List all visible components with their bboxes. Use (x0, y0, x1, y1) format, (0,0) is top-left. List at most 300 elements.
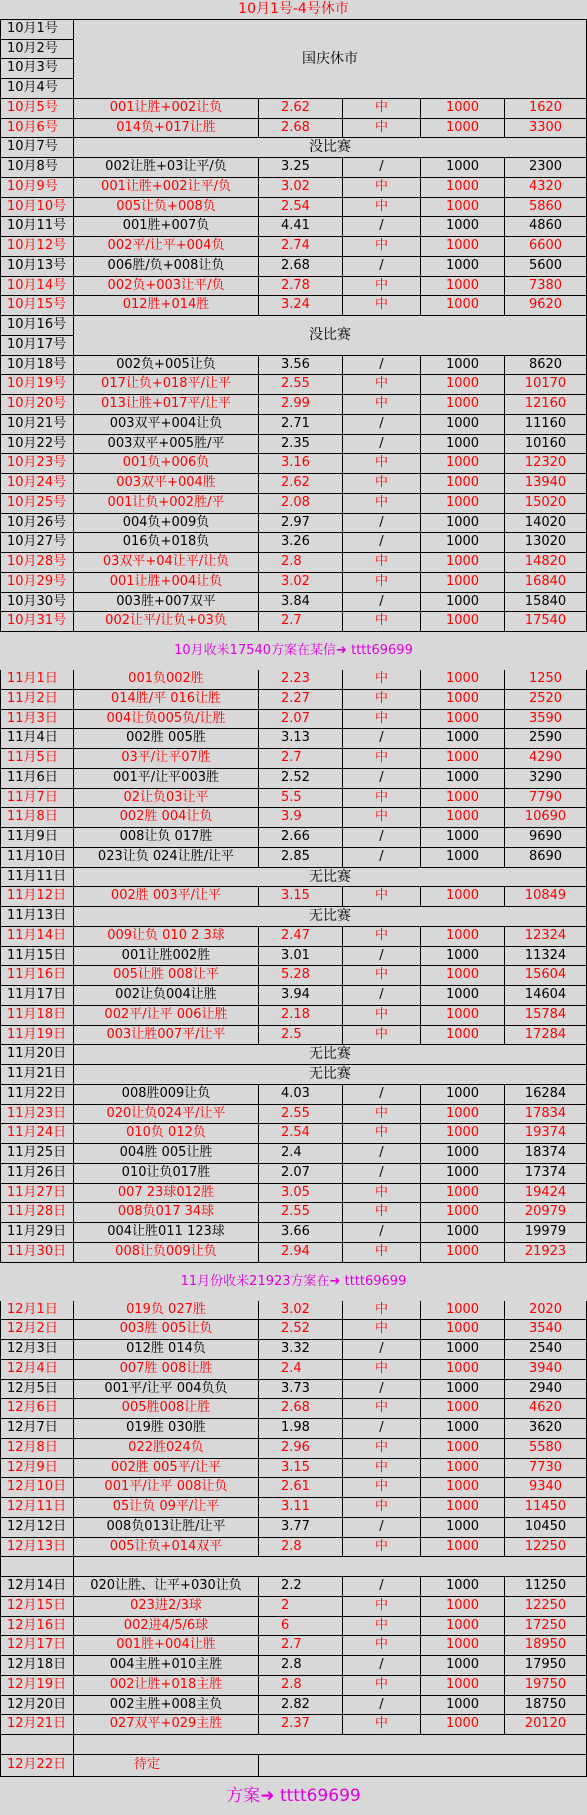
table-row (0, 1715, 587, 1735)
total-cell: 19750 (505, 1676, 587, 1696)
result-cell: / (343, 257, 421, 277)
odds-cell: 2.7 (259, 612, 343, 632)
result-cell: 中 (343, 1301, 421, 1321)
total-cell: 7730 (505, 1459, 587, 1479)
stake-cell: 1000 (421, 1696, 505, 1716)
no-match-cell: 无比赛 (74, 868, 587, 888)
date-cell: 10月1号 (0, 20, 74, 40)
result-cell: 中 (343, 966, 421, 986)
result-cell: 中 (343, 119, 421, 139)
result-cell: 中 (343, 1676, 421, 1696)
total-cell: 18950 (505, 1636, 587, 1656)
date-cell: 11月18日 (0, 1006, 74, 1026)
odds-cell: 2.4 (259, 1144, 343, 1164)
result-cell: / (343, 947, 421, 967)
odds-cell: 3.73 (259, 1380, 343, 1400)
stake-cell: 1000 (421, 1144, 505, 1164)
odds-cell: 3.15 (259, 887, 343, 907)
stake-cell: 1000 (421, 415, 505, 435)
result-cell: 中 (343, 1498, 421, 1518)
stake-cell: 1000 (421, 808, 505, 828)
total-cell: 2300 (505, 158, 587, 178)
total-cell: 3940 (505, 1360, 587, 1380)
pick-cell: 001让胜+004让负 (74, 573, 259, 593)
stake-cell: 1000 (421, 99, 505, 119)
pick-cell: 002让负004让胜 (74, 986, 259, 1006)
result-cell: 中 (343, 494, 421, 514)
odds-cell: 2.8 (259, 1676, 343, 1696)
total-cell: 2020 (505, 1301, 587, 1321)
result-cell: 中 (343, 1478, 421, 1498)
date-cell: 11月9日 (0, 828, 74, 848)
result-cell: 中 (343, 789, 421, 809)
result-cell: 中 (343, 1439, 421, 1459)
table-row (0, 1006, 587, 1026)
total-cell: 21923 (505, 1243, 587, 1263)
result-cell: 中 (343, 296, 421, 316)
date-cell: 11月19日 (0, 1026, 74, 1046)
total-cell: 3590 (505, 710, 587, 730)
result-cell: / (343, 533, 421, 553)
odds-cell: 2.8 (259, 1538, 343, 1558)
blank-cell (74, 1557, 587, 1577)
odds-cell: 3.56 (259, 356, 343, 376)
date-cell: 11月29日 (0, 1223, 74, 1243)
stake-cell: 1000 (421, 1439, 505, 1459)
odds-cell: 3.25 (259, 158, 343, 178)
table-row (0, 1164, 587, 1184)
result-cell: 中 (343, 395, 421, 415)
date-cell: 11月11日 (0, 868, 74, 888)
odds-cell: 3.02 (259, 573, 343, 593)
total-cell: 2540 (505, 1340, 587, 1360)
stake-cell: 1000 (421, 1301, 505, 1321)
date-cell: 10月18号 (0, 356, 74, 376)
date-cell: 11月22日 (0, 1085, 74, 1105)
holiday-merged-cell: 国庆休市 (74, 20, 587, 99)
date-cell: 11月21日 (0, 1065, 74, 1085)
odds-cell: 2.07 (259, 1164, 343, 1184)
pick-cell: 008负017 34球 (74, 1203, 259, 1223)
stake-cell: 1000 (421, 1105, 505, 1125)
table-row (0, 1105, 587, 1125)
table-row (0, 1597, 587, 1617)
total-cell: 2590 (505, 729, 587, 749)
odds-cell: 3.11 (259, 1498, 343, 1518)
date-cell: 12月4日 (0, 1360, 74, 1380)
odds-cell: 2.47 (259, 927, 343, 947)
pick-cell: 003双平+005胜/平 (74, 435, 259, 455)
date-cell: 10月27号 (0, 533, 74, 553)
total-cell: 11324 (505, 947, 587, 967)
table-row (0, 769, 587, 789)
no-match-row (0, 868, 587, 888)
date-cell: 10月4号 (0, 79, 74, 99)
pick-cell: 001负002胜 (74, 670, 259, 690)
pick-cell: 002主胜+008主负 (74, 1696, 259, 1716)
table-row (0, 1243, 587, 1263)
table-row (0, 848, 587, 868)
total-cell: 9690 (505, 828, 587, 848)
total-cell: 15784 (505, 1006, 587, 1026)
result-cell: 中 (343, 1026, 421, 1046)
pick-cell: 004胜 005让胜 (74, 1144, 259, 1164)
pick-cell: 002负+003让平/负 (74, 277, 259, 297)
total-cell: 1620 (505, 99, 587, 119)
blank-row (0, 1557, 587, 1577)
total-cell: 14820 (505, 553, 587, 573)
date-cell: 10月21号 (0, 415, 74, 435)
table-row (0, 1419, 587, 1439)
pick-cell: 020让负024平/让平 (74, 1105, 259, 1125)
total-cell: 3300 (505, 119, 587, 139)
table-row (0, 670, 587, 690)
stake-cell: 1000 (421, 1223, 505, 1243)
date-cell: 10月20号 (0, 395, 74, 415)
stake-cell: 1000 (421, 1243, 505, 1263)
total-cell: 19424 (505, 1184, 587, 1204)
result-cell: 中 (343, 749, 421, 769)
date-cell: 10月15号 (0, 296, 74, 316)
date-cell: 10月19号 (0, 375, 74, 395)
total-cell: 4320 (505, 178, 587, 198)
pick-cell: 05让负 09平/让平 (74, 1498, 259, 1518)
total-cell: 13940 (505, 474, 587, 494)
stake-cell: 1000 (421, 1419, 505, 1439)
odds-cell: 3.9 (259, 808, 343, 828)
total-cell: 16284 (505, 1085, 587, 1105)
result-cell: 中 (343, 1459, 421, 1479)
total-cell: 13020 (505, 533, 587, 553)
pick-cell: 002让胜+03让平/负 (74, 158, 259, 178)
pick-cell: 002让胜+018主胜 (74, 1676, 259, 1696)
result-cell: 中 (343, 612, 421, 632)
table-row (0, 415, 587, 435)
stake-cell: 1000 (421, 1498, 505, 1518)
result-cell: 中 (343, 887, 421, 907)
odds-cell: 6 (259, 1617, 343, 1637)
stake-cell: 1000 (421, 828, 505, 848)
pick-cell: 002平/让平+004负 (74, 237, 259, 257)
stake-cell: 1000 (421, 198, 505, 218)
total-cell: 15840 (505, 593, 587, 613)
arrow-icon: ➜ (260, 1785, 275, 1806)
stake-cell: 1000 (421, 1636, 505, 1656)
odds-cell: 4.03 (259, 1085, 343, 1105)
table-row (0, 1360, 587, 1380)
pick-cell: 003胜 005让负 (74, 1320, 259, 1340)
date-cell: 11月17日 (0, 986, 74, 1006)
stake-cell: 1000 (421, 1380, 505, 1400)
pick-cell: 002胜 005平/让平 (74, 1459, 259, 1479)
pick-cell: 001让胜002胜 (74, 947, 259, 967)
odds-cell: 3.01 (259, 947, 343, 967)
result-cell: / (343, 1164, 421, 1184)
pick-cell: 016负+018负 (74, 533, 259, 553)
odds-cell: 2.68 (259, 119, 343, 139)
stake-cell: 1000 (421, 887, 505, 907)
contact-id: tttt69699 (351, 643, 413, 658)
date-cell: 12月10日 (0, 1478, 74, 1498)
table-row (0, 553, 587, 573)
date-cell: 12月17日 (0, 1636, 74, 1656)
table-row (0, 887, 587, 907)
table-row (0, 257, 587, 277)
pick-cell: 003让胜007平/让平 (74, 1026, 259, 1046)
date-cell: 10月30号 (0, 593, 74, 613)
odds-cell: 3.16 (259, 454, 343, 474)
total-cell: 14020 (505, 514, 587, 534)
total-cell: 18374 (505, 1144, 587, 1164)
pick-cell: 001让胜+002让负 (74, 99, 259, 119)
date-cell: 10月3号 (0, 59, 74, 79)
date-cell: 10月9号 (0, 178, 74, 198)
total-cell: 12250 (505, 1538, 587, 1558)
odds-cell: 3.32 (259, 1340, 343, 1360)
date-cell: 11月12日 (0, 887, 74, 907)
stake-cell: 1000 (421, 296, 505, 316)
pick-cell: 001胜+007负 (74, 217, 259, 237)
result-cell: 中 (343, 1006, 421, 1026)
result-cell: / (343, 986, 421, 1006)
result-cell: / (343, 1577, 421, 1597)
pick-cell: 002胜 003平/让平 (74, 887, 259, 907)
date-cell: 12月13日 (0, 1538, 74, 1558)
stake-cell: 1000 (421, 729, 505, 749)
no-match-row (0, 1045, 587, 1065)
result-cell: / (343, 1656, 421, 1676)
stake-cell: 1000 (421, 769, 505, 789)
stake-cell: 1000 (421, 1617, 505, 1637)
date-cell: 10月28号 (0, 553, 74, 573)
pick-cell: 023让负 024让胜/让平 (74, 848, 259, 868)
result-cell: / (343, 514, 421, 534)
result-cell: 中 (343, 375, 421, 395)
stake-cell: 1000 (421, 966, 505, 986)
table-row (0, 1577, 587, 1597)
pick-cell: 001平/让平003胜 (74, 769, 259, 789)
pick-cell: 010让负017胜 (74, 1164, 259, 1184)
stake-cell: 1000 (421, 1164, 505, 1184)
result-cell: / (343, 848, 421, 868)
total-cell: 2520 (505, 690, 587, 710)
pick-cell: 002平/让平 006让胜 (74, 1006, 259, 1026)
odds-cell: 2.78 (259, 277, 343, 297)
odds-cell: 2.62 (259, 99, 343, 119)
pick-cell: 017让负+018平/让平 (74, 375, 259, 395)
total-cell: 19979 (505, 1223, 587, 1243)
total-cell: 17950 (505, 1656, 587, 1676)
total-cell: 17374 (505, 1164, 587, 1184)
stake-cell: 1000 (421, 1715, 505, 1735)
pick-cell: 002负+005让负 (74, 356, 259, 376)
pick-cell: 004负+009负 (74, 514, 259, 534)
odds-cell: 5.5 (259, 789, 343, 809)
odds-cell: 2.08 (259, 494, 343, 514)
no-match-merged-cell: 没比赛 (74, 316, 587, 356)
total-cell: 5860 (505, 198, 587, 218)
odds-cell: 4.41 (259, 217, 343, 237)
result-cell: / (343, 356, 421, 376)
result-cell: / (343, 1223, 421, 1243)
total-cell: 4860 (505, 217, 587, 237)
odds-cell: 2.23 (259, 670, 343, 690)
odds-cell: 2.5 (259, 1026, 343, 1046)
pick-cell: 001让胜+002让平/负 (74, 178, 259, 198)
november-summary (0, 1263, 587, 1301)
date-cell: 10月24号 (0, 474, 74, 494)
table-row (0, 533, 587, 553)
pending-row (0, 1755, 587, 1777)
result-cell: 中 (343, 454, 421, 474)
table-row (0, 474, 587, 494)
pick-cell: 008让负 017胜 (74, 828, 259, 848)
table-row (0, 1538, 587, 1558)
total-cell: 7380 (505, 277, 587, 297)
page-title: 10月1号-4号休市 (0, 0, 587, 20)
pick-cell: 027双平+029主胜 (74, 1715, 259, 1735)
date-cell: 10月22号 (0, 435, 74, 455)
odds-cell: 5.28 (259, 966, 343, 986)
result-cell: 中 (343, 1538, 421, 1558)
pick-cell: 002胜 005胜 (74, 729, 259, 749)
table-row (0, 1676, 587, 1696)
total-cell: 10690 (505, 808, 587, 828)
odds-cell: 2.8 (259, 553, 343, 573)
result-cell: / (343, 828, 421, 848)
result-cell: 中 (343, 670, 421, 690)
pick-cell: 002让平/让负+03负 (74, 612, 259, 632)
stake-cell: 1000 (421, 1085, 505, 1105)
pick-cell: 008负013让胜/让平 (74, 1518, 259, 1538)
pick-cell: 003双平+004让负 (74, 415, 259, 435)
odds-cell: 2.66 (259, 828, 343, 848)
date-cell: 10月16号 (0, 316, 74, 336)
table-row (0, 1203, 587, 1223)
pick-cell: 019胜 030胜 (74, 1419, 259, 1439)
table-row (0, 178, 587, 198)
date-cell: 11月3日 (0, 710, 74, 730)
table-row (0, 1144, 587, 1164)
stake-cell: 1000 (421, 395, 505, 415)
result-cell: 中 (343, 1243, 421, 1263)
pick-cell: 009让负 010 2 3球 (74, 927, 259, 947)
pick-cell: 007 23球012胜 (74, 1184, 259, 1204)
result-cell: 中 (343, 1124, 421, 1144)
date-cell: 12月2日 (0, 1320, 74, 1340)
odds-cell: 3.15 (259, 1459, 343, 1479)
odds-cell: 2.8 (259, 1656, 343, 1676)
footer-text: 方案 (226, 1785, 261, 1806)
stake-cell: 1000 (421, 356, 505, 376)
total-cell: 18750 (505, 1696, 587, 1716)
stake-cell: 1000 (421, 217, 505, 237)
stake-cell: 1000 (421, 237, 505, 257)
stake-cell: 1000 (421, 848, 505, 868)
pick-cell: 004让负005负/让胜 (74, 710, 259, 730)
result-cell: / (343, 593, 421, 613)
table-row (0, 1459, 587, 1479)
total-cell: 15020 (505, 494, 587, 514)
date-cell: 12月1日 (0, 1301, 74, 1321)
date-cell: 12月12日 (0, 1518, 74, 1538)
stake-cell: 1000 (421, 1203, 505, 1223)
odds-cell: 3.13 (259, 729, 343, 749)
result-cell: / (343, 729, 421, 749)
date-cell: 10月29号 (0, 573, 74, 593)
stake-cell: 1000 (421, 593, 505, 613)
date-cell: 11月16日 (0, 966, 74, 986)
odds-cell: 2.37 (259, 1715, 343, 1735)
stake-cell: 1000 (421, 1459, 505, 1479)
table-row (0, 1617, 587, 1637)
date-cell: 12月18日 (0, 1656, 74, 1676)
date-cell: 12月8日 (0, 1439, 74, 1459)
pick-cell: 010负 012负 (74, 1124, 259, 1144)
date-cell: 10月25号 (0, 494, 74, 514)
date-cell: 11月30日 (0, 1243, 74, 1263)
total-cell: 4620 (505, 1399, 587, 1419)
table-row (0, 514, 587, 534)
october-summary (0, 632, 587, 670)
no-match-cell: 没比赛 (74, 138, 587, 158)
total-cell: 5580 (505, 1439, 587, 1459)
odds-cell: 3.24 (259, 296, 343, 316)
blank-cell (0, 1557, 74, 1577)
odds-cell: 2.62 (259, 474, 343, 494)
no-match-cell: 无比赛 (74, 1045, 587, 1065)
pick-cell: 001平/让平 004负负 (74, 1380, 259, 1400)
pick-cell: 022胜024负 (74, 1439, 259, 1459)
table-row (0, 927, 587, 947)
result-cell: / (343, 435, 421, 455)
total-cell: 11250 (505, 1577, 587, 1597)
date-cell: 11月6日 (0, 769, 74, 789)
table-row (0, 1301, 587, 1321)
stake-cell: 1000 (421, 1006, 505, 1026)
total-cell: 10849 (505, 887, 587, 907)
total-cell: 20979 (505, 1203, 587, 1223)
table-row (0, 828, 587, 848)
no-match-block (0, 316, 587, 356)
stake-cell: 1000 (421, 1656, 505, 1676)
total-cell: 16840 (505, 573, 587, 593)
pick-cell: 019负 027胜 (74, 1301, 259, 1321)
odds-cell: 2.35 (259, 435, 343, 455)
result-cell: 中 (343, 690, 421, 710)
total-cell: 17540 (505, 612, 587, 632)
result-cell: 中 (343, 474, 421, 494)
result-cell: 中 (343, 237, 421, 257)
stake-cell: 1000 (421, 494, 505, 514)
result-cell: 中 (343, 1715, 421, 1735)
date-cell: 11月2日 (0, 690, 74, 710)
date-cell: 11月27日 (0, 1184, 74, 1204)
pending-cell: 待定 (74, 1755, 259, 1777)
table-row (0, 296, 587, 316)
stake-cell: 1000 (421, 1124, 505, 1144)
total-cell: 8690 (505, 848, 587, 868)
total-cell: 3540 (505, 1320, 587, 1340)
date-cell: 12月5日 (0, 1380, 74, 1400)
stake-cell: 1000 (421, 710, 505, 730)
odds-cell: 3.94 (259, 986, 343, 1006)
table-row (0, 198, 587, 218)
table-row (0, 1340, 587, 1360)
odds-cell: 2.55 (259, 375, 343, 395)
stake-cell: 1000 (421, 947, 505, 967)
table-row (0, 808, 587, 828)
